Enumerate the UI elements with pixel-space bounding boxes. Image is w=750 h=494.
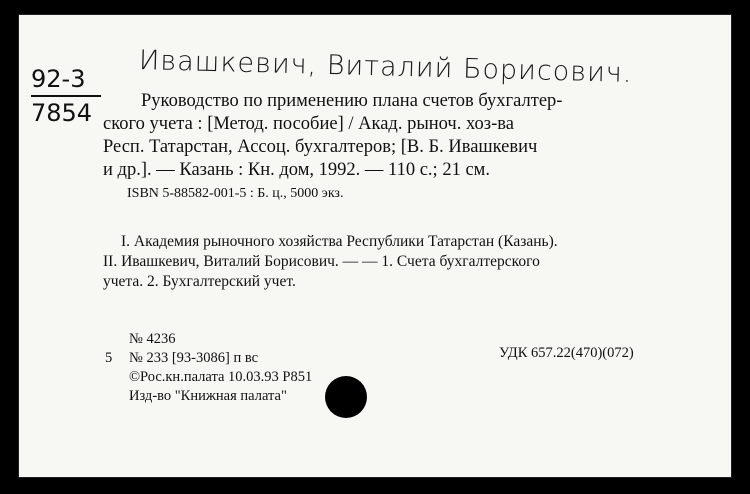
record-number: № 4236 bbox=[129, 331, 176, 347]
call-number-divider bbox=[31, 95, 101, 97]
isbn-line: ISBN 5-88582-001-5 : Б. ц., 5000 экз. bbox=[127, 186, 344, 201]
title-line-2: ского учета : [Метод. пособие] / Акад. рыноч. хоз-ва bbox=[103, 114, 514, 134]
publisher-line: Изд-во "Книжная палата" bbox=[129, 388, 287, 404]
call-number-bottom: 7854 bbox=[31, 99, 93, 127]
subject-line-3: учета. 2. Бухгалтерский учет. bbox=[103, 273, 296, 290]
order-line: № 233 [93-3086] п вс bbox=[129, 350, 259, 366]
title-line-4: и др.]. — Казань : Кн. дом, 1992. — 110 с.; 21 см. bbox=[103, 160, 490, 180]
record-prefix: 5 bbox=[105, 350, 113, 366]
subject-line-1: I. Академия рыночного хозяйства Республики Татарстан (Казань). bbox=[121, 233, 558, 250]
card-punch-hole bbox=[325, 376, 367, 418]
call-number-top: 92-3 bbox=[31, 65, 86, 93]
title-line-3: Респ. Татарстан, Ассоц. бухгалтеров; [В. Б. Ивашкевич bbox=[103, 137, 538, 157]
copyright-line: ©Рос.кн.палата 10.03.93 Р851 bbox=[129, 369, 313, 385]
udc-classification: УДК 657.22(470)(072) bbox=[499, 345, 634, 361]
handwritten-author-heading: Ивашкевич, Виталий Борисович. bbox=[138, 45, 633, 89]
catalog-card bbox=[18, 14, 732, 478]
title-line-1: Руководство по применению плана счетов бухгалтер- bbox=[141, 91, 563, 111]
subject-line-2: II. Ивашкевич, Виталий Борисович. — — 1. Счета бухгалтерского bbox=[103, 253, 540, 270]
